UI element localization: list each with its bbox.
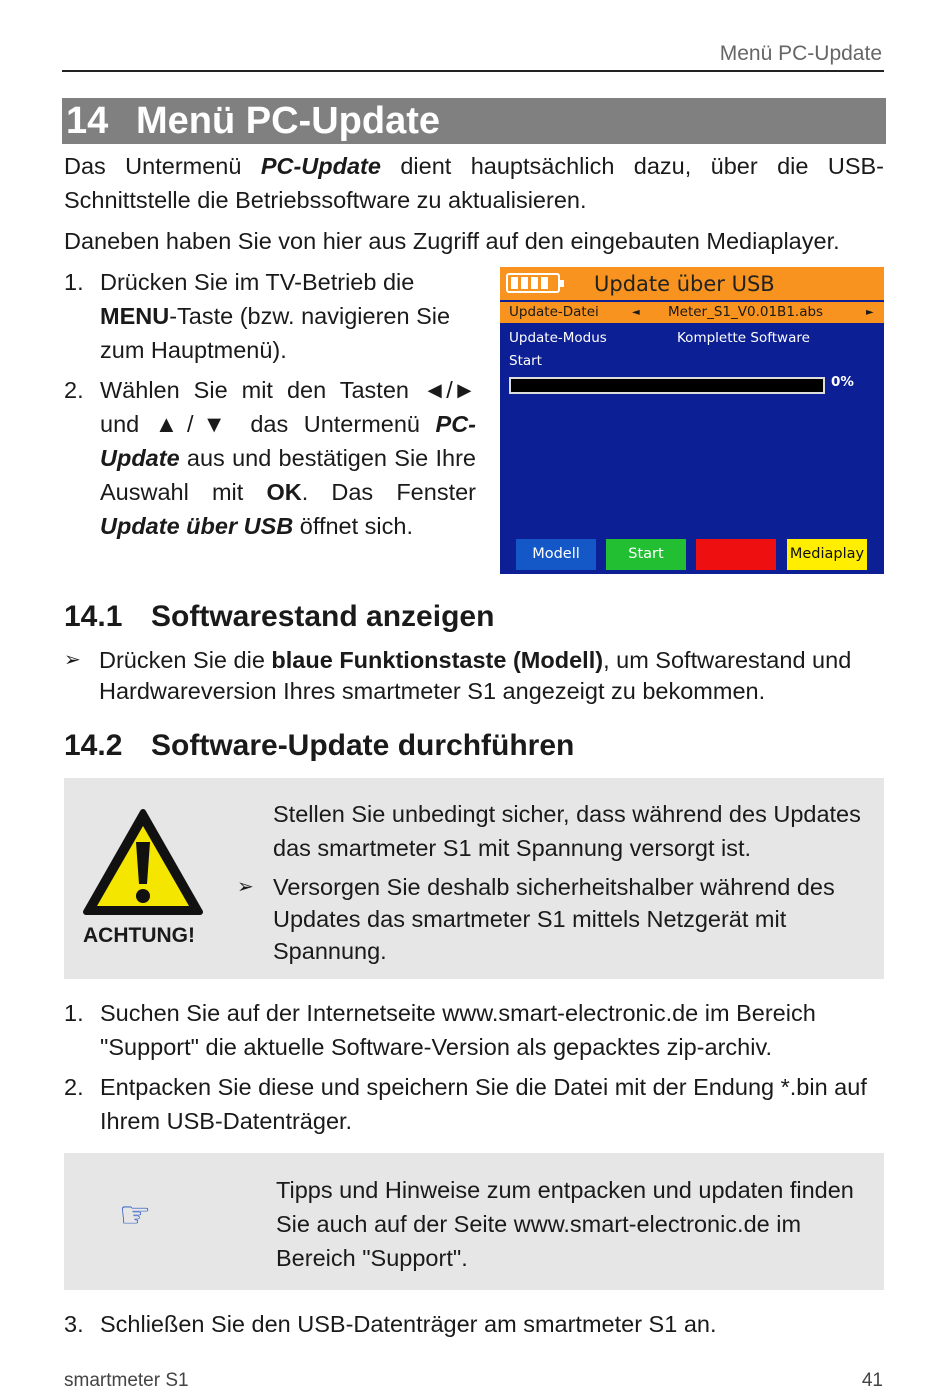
step-number: 3. bbox=[64, 1311, 84, 1337]
red-button[interactable] bbox=[696, 539, 776, 570]
warning-triangle-icon bbox=[82, 808, 204, 921]
bullet-text: Versorgen Sie deshalb sicherheitshalber während des Updates das smartmeter S1 mittels Netzgerät mit Spannung. bbox=[273, 874, 835, 964]
step-text: Schließen Sie den USB-Datenträger am smartmeter S1 an. bbox=[100, 1311, 717, 1337]
step-text: Suchen Sie auf der Internetseite www.smart-electronic.de im Bereich "Support" die aktuelle Software-Version als gepacktes zip-archiv. bbox=[100, 1000, 816, 1060]
intro-text-cont: dient hauptsächlich dazu, über die USB-Schnittstelle die Betriebssoftware zu aktualisieren. bbox=[64, 153, 884, 213]
steps-list-b bbox=[64, 996, 884, 1144]
progress-percent: 0% bbox=[831, 374, 854, 390]
start-label[interactable]: Start bbox=[509, 353, 542, 369]
chapter-heading bbox=[62, 98, 886, 144]
step-bold: OK bbox=[266, 479, 302, 505]
intro-paragraph-1 bbox=[64, 149, 884, 217]
section-heading-14-2 bbox=[64, 729, 574, 763]
steps-list-a bbox=[64, 265, 476, 549]
intro-emphasis: PC-Update bbox=[260, 153, 381, 179]
header-rule bbox=[62, 70, 884, 72]
warning-paragraph: Stellen Sie unbedingt sicher, dass während des Updates das smartmeter S1 mit Spannung versorgt ist. bbox=[273, 801, 861, 861]
step-text: aus und bestätigen Sie Ihre Auswahl mit bbox=[100, 445, 476, 505]
bullet-arrow-icon: ➢ bbox=[237, 876, 254, 898]
step-bold: MENU bbox=[100, 303, 170, 329]
section-heading-14-1 bbox=[64, 600, 494, 634]
mediaplay-button[interactable]: Mediaplay bbox=[787, 539, 867, 570]
chapter-title: Menü PC-Update bbox=[136, 100, 440, 142]
list-item bbox=[64, 265, 476, 367]
step-number: 2. bbox=[64, 1074, 84, 1100]
screen-title-bar bbox=[500, 267, 884, 300]
warning-box bbox=[64, 778, 884, 979]
update-mode-value: Komplette Software bbox=[677, 330, 810, 346]
step-number: 2. bbox=[64, 377, 84, 403]
step-text: Drücken Sie im TV-Betrieb die bbox=[100, 269, 415, 295]
chapter-number: 14 bbox=[66, 100, 109, 142]
modell-button[interactable]: Modell bbox=[516, 539, 596, 570]
update-mode-label: Update-Modus bbox=[509, 330, 607, 346]
section1-bullet bbox=[64, 645, 884, 707]
warning-bullet bbox=[237, 871, 873, 967]
section-number: 14.2 bbox=[64, 729, 123, 762]
step-number: 1. bbox=[64, 1000, 84, 1026]
update-file-row[interactable] bbox=[500, 302, 884, 323]
screen-title: Update über USB bbox=[594, 272, 775, 296]
section-title: Softwarestand anzeigen bbox=[151, 600, 495, 633]
tip-text: Tipps und Hinweise zum entpacken und updaten finden Sie auch auf der Seite www.smart-electronic.de im Bereich "Support". bbox=[276, 1177, 854, 1271]
step-text: öffnet sich. bbox=[293, 513, 413, 539]
list-item bbox=[64, 996, 884, 1064]
tv-screen-update bbox=[500, 267, 884, 574]
warning-label: ACHTUNG! bbox=[83, 924, 195, 947]
tip-box bbox=[64, 1153, 884, 1290]
intro-paragraph-2: Daneben haben Sie von hier aus Zugriff auf den eingebauten Mediaplayer. bbox=[64, 228, 840, 254]
bullet-text: Drücken Sie die bbox=[99, 647, 272, 673]
step-text: Entpacken Sie diese und speichern Sie die Datei mit der Endung *.bin auf Ihrem USB-Datenträger. bbox=[100, 1074, 867, 1134]
progress-bar bbox=[509, 377, 825, 394]
update-mode-row[interactable] bbox=[500, 327, 884, 349]
step-text: Wählen Sie mit den Tasten ◄/► und ▲/▼ das Untermenü bbox=[100, 377, 476, 437]
step-text: . Das Fenster bbox=[301, 479, 476, 505]
bullet-text: , um Softwarestand und Hardwareversion Ihres smartmeter S1 angezeigt zu bekommen. bbox=[99, 647, 852, 704]
list-item bbox=[64, 373, 476, 543]
bullet-bold: blaue Funktionstaste (Modell) bbox=[271, 647, 604, 673]
step-emphasis: Update über USB bbox=[100, 513, 294, 539]
page-number: 41 bbox=[861, 1370, 883, 1389]
intro-text: Das Untermenü bbox=[64, 153, 261, 179]
battery-icon bbox=[506, 273, 560, 293]
list-item bbox=[64, 1307, 884, 1341]
section-title: Software-Update durchführen bbox=[151, 729, 575, 762]
update-file-value: Meter_S1_V0.01B1.abs bbox=[668, 304, 824, 320]
bullet-arrow-icon: ➢ bbox=[64, 649, 81, 671]
arrow-left-icon[interactable]: ◄ bbox=[632, 307, 640, 318]
step-number: 1. bbox=[64, 269, 84, 295]
update-file-label: Update-Datei bbox=[509, 304, 599, 320]
step-3 bbox=[64, 1307, 884, 1347]
arrow-right-icon[interactable]: ► bbox=[866, 307, 874, 318]
footer-product: smartmeter S1 bbox=[64, 1370, 189, 1389]
section-number: 14.1 bbox=[64, 600, 123, 633]
running-header: Menü PC-Update bbox=[719, 42, 882, 65]
step-emphasis: PC-Update bbox=[100, 411, 476, 471]
warning-text bbox=[237, 797, 873, 967]
list-item bbox=[64, 1070, 884, 1138]
start-button[interactable]: Start bbox=[606, 539, 686, 570]
step-text: -Taste (bzw. navigieren Sie zum Hauptmenü). bbox=[100, 303, 451, 363]
pointing-hand-icon: ☞ bbox=[119, 1195, 152, 1236]
